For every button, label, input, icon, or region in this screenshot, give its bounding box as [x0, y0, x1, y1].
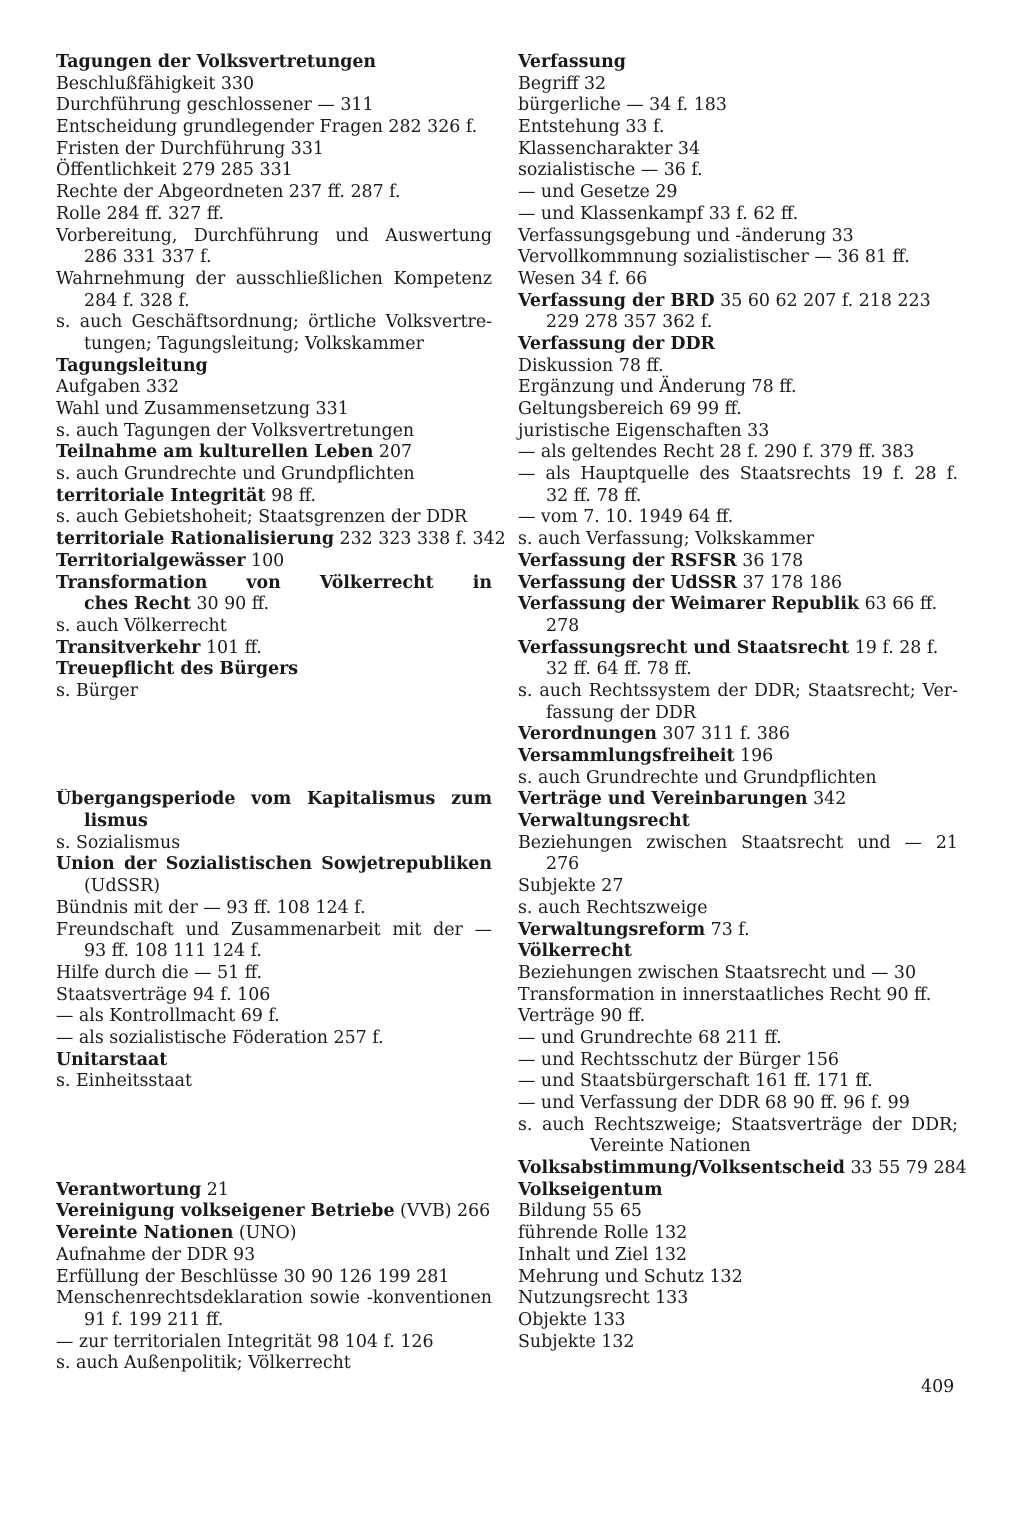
entry-text: s. auch Außenpolitik; Völkerrecht	[56, 1353, 351, 1374]
entry-text: Transformation in innerstaatliches Recht 90 ff.	[518, 984, 932, 1005]
entry-pages: 21	[201, 1179, 229, 1200]
entry-text: — und Rechtsschutz der Bürger 156	[518, 1049, 839, 1070]
entry-text: Treuepflicht des Bürgers	[56, 659, 299, 680]
index-heading	[518, 811, 958, 833]
index-heading	[56, 1050, 492, 1072]
entry-text: Inhalt und Ziel 132	[518, 1244, 687, 1265]
entry-text: tungen; Tagungsleitung; Volkskammer	[84, 333, 424, 354]
entry-text: Verfassungsrecht und Staatsrecht	[518, 637, 850, 658]
entry-text: Territorialgewässer	[56, 550, 246, 571]
index-heading	[518, 920, 958, 942]
index-entry	[518, 269, 958, 291]
index-heading	[518, 941, 958, 963]
entry-text: Union der Sozialistischen Sowjetrepubliken	[56, 854, 492, 875]
entry-text: Wesen 34 f. 66	[518, 268, 648, 289]
entry-text: Menschenrechtsdeklaration sowie -konventionen	[56, 1288, 492, 1309]
entry-pages: 30 90 ff.	[190, 594, 270, 615]
index-entry	[518, 898, 958, 920]
index-entry	[56, 985, 492, 1007]
entry-text: — vom 7. 10. 1949 64 ff.	[518, 507, 734, 528]
index-entry	[56, 421, 492, 443]
index-heading	[518, 789, 958, 811]
entry-text: — und Klassenkampf 33 f. 62 ff.	[518, 203, 799, 224]
entry-text: s. auch Völkerrecht	[56, 615, 227, 636]
entry-text: Beziehungen zwischen Staatsrecht und — 21	[518, 832, 958, 853]
entry-text: Begriff 32	[518, 73, 607, 94]
index-entry	[56, 616, 492, 638]
entry-text: Subjekte 132	[518, 1331, 635, 1352]
index-entry	[518, 1310, 958, 1332]
entry-pages: 36 178	[736, 550, 804, 571]
index-entry	[518, 703, 958, 725]
index-heading	[518, 594, 958, 616]
entry-text: Vereinigung volkseigener Betriebe	[56, 1201, 395, 1222]
entry-text: Tagungen der Volksvertretungen	[56, 52, 377, 72]
index-entry	[518, 1071, 958, 1093]
entry-text: Entstehung 33 f.	[518, 117, 665, 138]
spacer	[56, 1115, 492, 1137]
entry-pages: 98 ff.	[265, 485, 317, 506]
spacer	[56, 768, 492, 790]
entry-text: Aufgaben 332	[56, 377, 180, 398]
index-entry	[518, 1267, 958, 1289]
entry-text: Verträge 90 ff.	[518, 1006, 646, 1027]
index-entry	[56, 139, 492, 161]
spacer	[56, 703, 492, 725]
entry-text: s. auch Gebietshoheit; Staatsgrenzen der DDR	[56, 507, 468, 528]
entry-text: territoriale Integrität	[56, 485, 266, 506]
entry-text: Verfassung der BRD	[518, 290, 715, 311]
entry-text: ches Recht	[84, 594, 191, 615]
index-entry	[518, 421, 958, 443]
entry-text: Freundschaft und Zusammenarbeit mit der —	[56, 919, 492, 940]
entry-text: Teilnahme am kulturellen Leben	[56, 442, 374, 463]
index-entry	[518, 356, 958, 378]
entry-text: Wahrnehmung der ausschließlichen Kompetenz	[56, 268, 492, 289]
index-entry	[56, 377, 492, 399]
index-entry	[518, 768, 958, 790]
index-heading	[56, 811, 492, 833]
entry-text: fassung der DDR	[546, 702, 696, 723]
index-heading	[518, 291, 958, 313]
index-entry	[56, 1006, 492, 1028]
entry-text: — als sozialistische Föderation 257 f.	[56, 1027, 384, 1048]
index-heading	[56, 529, 506, 551]
index-entry	[518, 486, 958, 508]
entry-pages: (VVB) 266	[394, 1201, 491, 1222]
entry-text: Entscheidung grundlegender Fragen 282 326 f.	[56, 117, 478, 138]
entry-text: Vorbereitung, Durchführung und Auswertung	[56, 225, 492, 246]
entry-text: sozialistische — 36 f.	[518, 160, 703, 181]
index-entry	[56, 334, 492, 356]
index-entry	[518, 95, 958, 117]
index-entry	[518, 1093, 958, 1115]
spacer	[56, 1158, 492, 1180]
index-entry	[518, 160, 958, 182]
entry-text: bürgerliche — 34 f. 183	[518, 95, 727, 116]
entry-text: territoriale Rationalisierung	[56, 529, 334, 550]
entry-text: Durchführung geschlossener — 311	[56, 95, 374, 116]
index-heading	[56, 1180, 492, 1202]
entry-text: Öffentlichkeit 279 285 331	[56, 160, 293, 181]
index-entry	[56, 117, 492, 139]
entry-text: s. auch Rechtszweige; Staatsverträge der DDR;	[518, 1114, 958, 1135]
index-entry	[518, 226, 958, 248]
entry-text: Staatsverträge 94 f. 106	[56, 984, 271, 1005]
index-entry	[56, 204, 492, 226]
entry-text: Wahl und Zusammensetzung 331	[56, 399, 349, 419]
entry-text: s. Einheitsstaat	[56, 1071, 193, 1092]
index-heading	[56, 573, 492, 595]
index-entry	[56, 833, 492, 855]
entry-text: Bildung 55 65	[518, 1201, 642, 1222]
index-heading	[518, 52, 958, 74]
entry-text: Verfassung der RSFSR	[518, 550, 737, 571]
entry-text: Bündnis mit der — 93 ff. 108 124 f.	[56, 897, 366, 918]
index-entry	[56, 898, 492, 920]
index-entry	[518, 1223, 958, 1245]
index-entry	[518, 74, 958, 96]
entry-text: 284 f. 328 f.	[84, 290, 190, 311]
entry-text: Völkerrecht	[518, 941, 632, 962]
entry-pages: 35 60 62 207 f. 218 223	[714, 290, 931, 311]
index-entry	[56, 681, 492, 703]
index-heading	[56, 594, 492, 616]
entry-text: s. auch Tagungen der Volksvertretungen	[56, 420, 415, 441]
entry-pages: 37 178 186	[736, 572, 843, 593]
entry-text: — als Hauptquelle des Staatsrechts 19 f. 28 f.	[518, 464, 958, 485]
index-entry	[518, 1288, 958, 1310]
entry-pages: (UNO)	[233, 1223, 297, 1244]
index-entry	[518, 1006, 958, 1028]
index-entry	[518, 442, 958, 464]
entry-pages: 342	[807, 789, 847, 810]
index-entry	[518, 1115, 958, 1137]
entry-text: 93 ff. 108 111 124 f.	[84, 941, 262, 962]
entry-pages: 207	[373, 442, 413, 463]
entry-text: Rolle 284 ff. 327 ff.	[56, 203, 225, 224]
entry-text: Unitarstaat	[56, 1049, 168, 1070]
entry-text: Verordnungen	[518, 724, 657, 745]
entry-text: Verfassungsgebung und -änderung 33	[518, 225, 854, 246]
entry-text: Beschlußfähigkeit 330	[56, 73, 255, 94]
index-heading	[56, 1223, 492, 1245]
index-entry	[518, 464, 958, 486]
index-entry	[56, 312, 492, 334]
index-entry	[518, 139, 958, 161]
entry-text: — und Gesetze 29	[518, 182, 678, 203]
entry-text: s. auch Grundrechte und Grundpflichten	[56, 464, 415, 485]
index-heading	[56, 638, 492, 660]
entry-text: 32 ff. 64 ff. 78 ff.	[546, 659, 692, 680]
entry-text: Übergangsperiode vom Kapitalismus zum	[56, 789, 492, 810]
entry-text: s. Bürger	[56, 680, 139, 701]
index-heading	[56, 442, 492, 464]
index-column-left	[56, 52, 506, 1375]
entry-text: s. auch Geschäftsordnung; örtliche Volksvertre-	[56, 312, 492, 333]
index-heading	[518, 334, 958, 356]
index-entry	[518, 876, 958, 898]
entry-text: Vereinte Nationen	[590, 1136, 751, 1157]
entry-text: Objekte 133	[518, 1309, 626, 1330]
index-entry	[56, 1288, 492, 1310]
index-entry	[56, 1332, 492, 1354]
entry-text: 229 278 357 362 f.	[546, 312, 713, 333]
index-heading	[56, 486, 492, 508]
entry-text: Vereinte Nationen	[56, 1223, 234, 1244]
index-entry	[56, 963, 492, 985]
index-entry	[56, 160, 492, 182]
entry-text: — und Grundrechte 68 211 ff.	[518, 1027, 782, 1048]
entry-text: Fristen der Durchführung 331	[56, 138, 324, 159]
index-entry	[56, 182, 492, 204]
index-heading	[56, 854, 492, 876]
entry-text: Verträge und Vereinbarungen	[518, 789, 808, 810]
entry-pages: 73 f.	[705, 919, 750, 940]
page-number: 409	[921, 1377, 955, 1397]
entry-text: Diskussion 78 ff.	[518, 355, 664, 376]
entry-text: — und Staatsbürgerschaft 161 ff. 171 ff.	[518, 1071, 873, 1092]
index-entry	[518, 833, 958, 855]
index-entry	[518, 1050, 958, 1072]
index-entry	[518, 659, 958, 681]
index-entry	[518, 507, 958, 529]
index-heading	[56, 551, 492, 573]
index-entry	[518, 399, 958, 421]
index-entry	[518, 182, 958, 204]
index-column-right	[518, 52, 967, 1353]
index-heading	[518, 746, 958, 768]
entry-text: s. auch Rechtssystem der DDR; Staatsrecht; Ver-	[518, 680, 958, 701]
spacer	[56, 1136, 492, 1158]
entry-text: Klassencharakter 34	[518, 138, 701, 159]
entry-text: Verwaltungsrecht	[518, 811, 690, 832]
entry-text: Verantwortung	[56, 1179, 202, 1200]
entry-text: Transitverkehr	[56, 637, 201, 658]
entry-text: s. auch Rechtszweige	[518, 897, 708, 918]
entry-text: Verfassung der DDR	[518, 333, 716, 354]
index-entry	[518, 1332, 958, 1354]
entry-pages: 33 55 79 284	[844, 1158, 967, 1179]
entry-text: Nutzungsrecht 133	[518, 1288, 689, 1309]
spacer	[56, 746, 492, 768]
entry-text: — zur territorialen Integrität 98 104 f. 126	[56, 1331, 434, 1352]
entry-pages: 196	[734, 746, 774, 766]
entry-pages: 101 ff.	[200, 637, 262, 658]
entry-text: führende Rolle 132	[518, 1223, 688, 1244]
entry-text: s. auch Verfassung; Volkskammer	[518, 529, 815, 550]
index-heading	[56, 52, 492, 74]
entry-text: Mehrung und Schutz 132	[518, 1266, 743, 1287]
index-entry	[518, 1028, 958, 1050]
entry-text: Rechte der Abgeordneten 237 ff. 287 f.	[56, 182, 401, 203]
entry-text: Verfassung	[518, 52, 626, 72]
entry-text: Aufnahme der DDR 93	[56, 1244, 256, 1265]
index-entry	[56, 1028, 492, 1050]
entry-text: 278	[546, 615, 580, 636]
index-heading	[518, 551, 958, 573]
index-entry	[518, 616, 958, 638]
entry-text: — und Verfassung der DDR 68 90 ff. 96 f. 99	[518, 1093, 910, 1113]
index-heading	[56, 659, 492, 681]
entry-text: Hilfe durch die — 51 ff.	[56, 962, 263, 983]
entry-pages: 100	[245, 550, 285, 571]
index-entry	[518, 247, 958, 269]
index-entry	[56, 1267, 492, 1289]
index-entry	[56, 95, 492, 117]
index-entry	[56, 1353, 492, 1375]
index-entry	[518, 204, 958, 226]
entry-text: (UdSSR)	[84, 876, 160, 897]
entry-text: Subjekte 27	[518, 876, 624, 897]
index-entry	[518, 854, 958, 876]
index-entry	[56, 291, 492, 313]
entry-text: Ergänzung und Änderung 78 ff.	[518, 377, 797, 398]
entry-text: Geltungsbereich 69 99 ff.	[518, 399, 742, 419]
index-entry	[518, 681, 958, 703]
entry-text: — als Kontrollmacht 69 f.	[56, 1006, 280, 1027]
index-entry	[518, 377, 958, 399]
index-entry	[518, 985, 958, 1007]
index-heading	[56, 1201, 492, 1223]
index-entry	[56, 876, 492, 898]
index-entry	[56, 399, 492, 421]
entry-text: Volkseigentum	[518, 1179, 663, 1200]
entry-text: Beziehungen zwischen Staatsrecht und — 30	[518, 962, 917, 983]
entry-text: Volksabstimmung/Volksentscheid	[518, 1158, 845, 1179]
spacer	[56, 1093, 492, 1115]
index-entry	[518, 312, 958, 334]
index-heading	[518, 573, 958, 595]
entry-text: s. auch Grundrechte und Grundpflichten	[518, 767, 877, 788]
index-entry	[56, 226, 492, 248]
index-entry	[518, 1245, 958, 1267]
entry-text: Transformation von Völkerrecht in	[56, 572, 492, 593]
index-entry	[56, 941, 492, 963]
entry-text: Verfassung der Weimarer Republik	[518, 594, 860, 615]
entry-pages: 63 66 ff.	[859, 594, 938, 615]
entry-text: 276	[546, 854, 580, 875]
entry-text: Versammlungsfreiheit	[518, 746, 735, 766]
index-entry	[56, 247, 492, 269]
index-entry	[56, 1310, 492, 1332]
index-heading	[518, 1180, 958, 1202]
index-heading	[56, 789, 492, 811]
entry-pages: 232 323 338 f. 342	[333, 529, 506, 550]
spacer	[56, 724, 492, 746]
entry-pages: 307 311 f. 386	[656, 724, 790, 745]
index-entry	[518, 529, 958, 551]
index-heading	[518, 724, 958, 746]
index-entry	[518, 117, 958, 139]
entry-text: s. Sozialismus	[56, 832, 181, 853]
index-entry	[56, 920, 492, 942]
index-entry	[56, 464, 492, 486]
index-heading	[518, 638, 958, 660]
entry-text: 91 f. 199 211 ff.	[84, 1309, 224, 1330]
index-heading	[56, 356, 492, 378]
entry-text: Vervollkommnung sozialistischer — 36 81 ff.	[518, 247, 910, 268]
entry-text: lismus	[84, 811, 148, 832]
index-entry	[518, 963, 958, 985]
index-entry	[56, 507, 492, 529]
entry-text: 286 331 337 f.	[84, 247, 212, 268]
entry-text: Verwaltungsreform	[518, 919, 706, 940]
entry-text: Erfüllung der Beschlüsse 30 90 126 199 281	[56, 1266, 450, 1287]
index-entry	[56, 1071, 492, 1093]
index-entry	[56, 269, 492, 291]
entry-text: 32 ff. 78 ff.	[546, 485, 642, 506]
entry-text: Tagungsleitung	[56, 355, 208, 376]
entry-text: juristische Eigenschaften 33	[518, 420, 770, 441]
entry-pages: 19 f. 28 f.	[849, 637, 939, 658]
index-entry	[518, 1201, 958, 1223]
index-entry	[518, 1136, 958, 1158]
index-heading	[518, 1158, 967, 1180]
index-entry	[56, 1245, 492, 1267]
index-entry	[56, 74, 492, 96]
entry-text: — als geltendes Recht 28 f. 290 f. 379 ff. 383	[518, 442, 915, 463]
entry-text: Verfassung der UdSSR	[518, 572, 737, 593]
